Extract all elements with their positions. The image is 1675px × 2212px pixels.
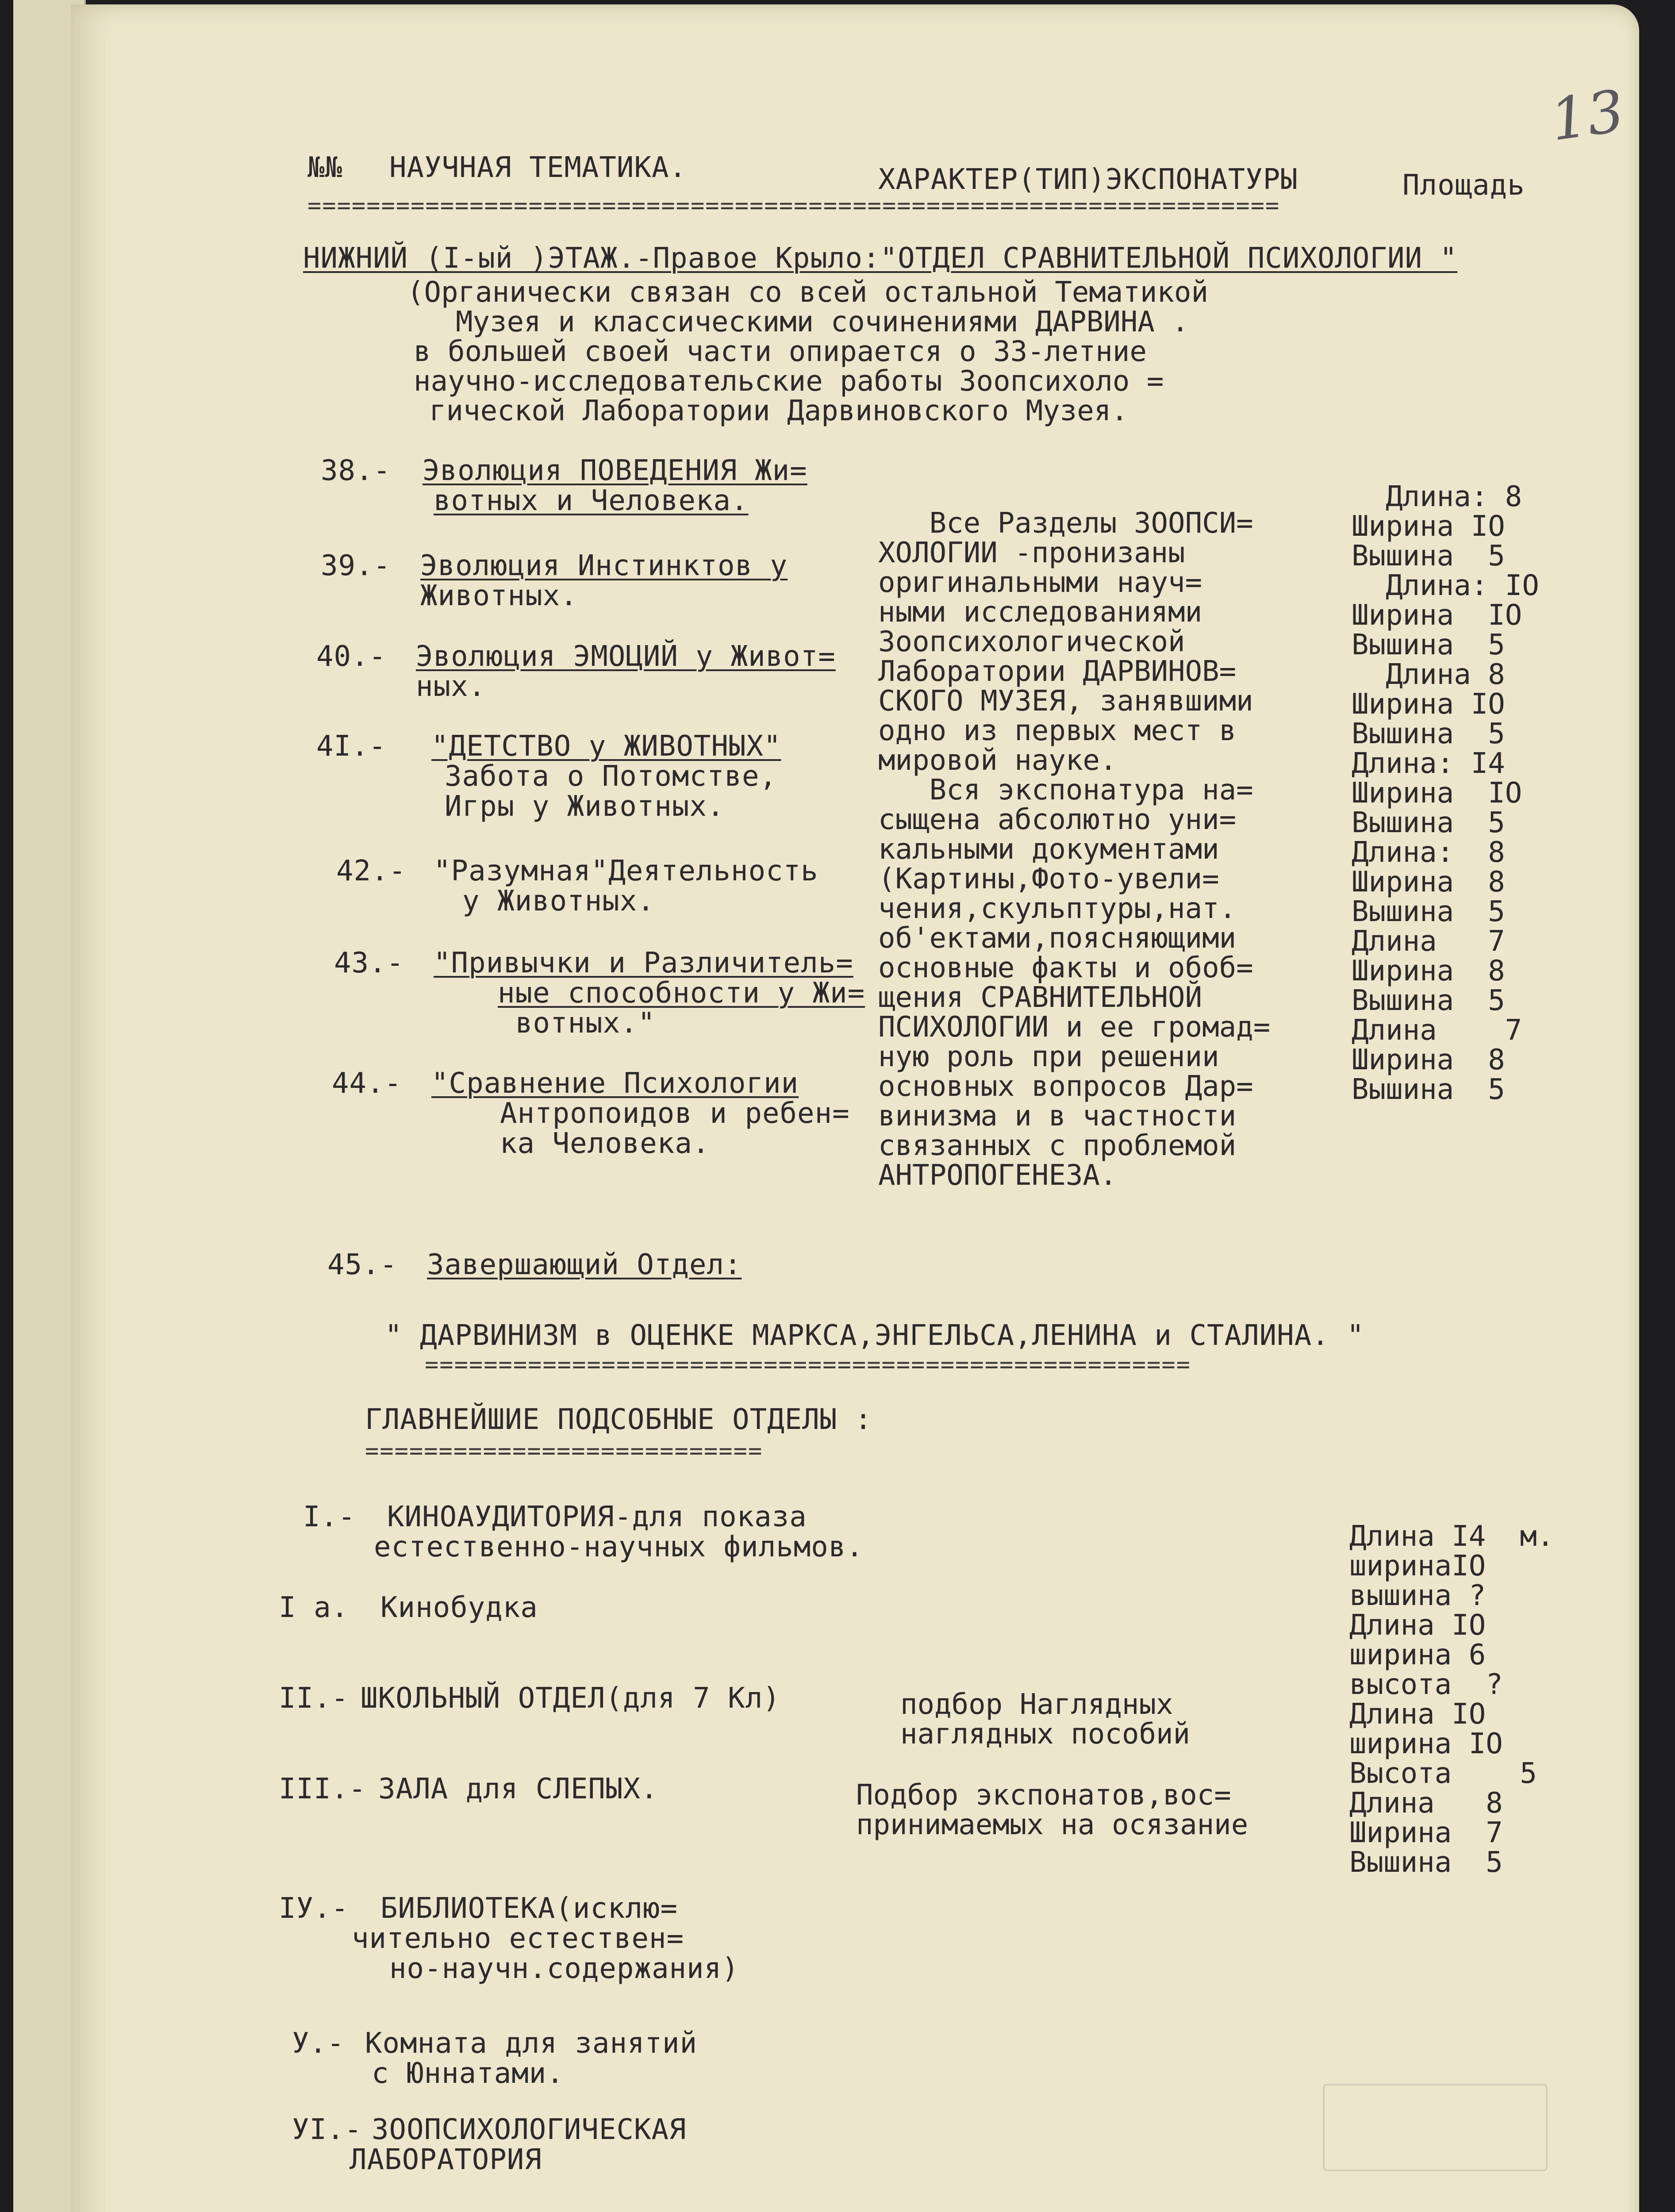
aux-line: ЗООПСИХОЛОГИЧЕСКАЯ: [372, 2113, 687, 2146]
dimension-line: Вышина 5: [1352, 540, 1505, 572]
header-col-type: ХАРАКТЕР(ТИП)ЭКСПОНАТУРЫ: [878, 163, 1298, 196]
description-line: Вся экспонатура на=: [878, 774, 1253, 806]
topic-line: Забота о Потомстве,: [445, 760, 777, 793]
dimension-line: Длина: I4: [1352, 747, 1505, 780]
topic-item: [321, 549, 788, 612]
blind-note-line: принимаемых на осязание: [856, 1809, 1249, 1841]
description-line: оригинальными науч=: [878, 566, 1202, 599]
floor-note: [407, 278, 1208, 426]
topic-number: 40.-: [316, 640, 387, 673]
description-line: (Картины,Фото-увели=: [878, 863, 1219, 895]
dimension-line: ширина IO: [1349, 1728, 1503, 1760]
description-line: ПСИХОЛОГИИ и ее громад=: [878, 1011, 1271, 1044]
topic-line: Эволюция ЭМОЦИЙ у Живот=: [416, 640, 836, 673]
topic-line: ных.: [416, 670, 486, 703]
topic-line: "ДЕТСТВО у ЖИВОТНЫХ": [431, 730, 781, 763]
description-line: Зоопсихологической: [878, 626, 1185, 658]
dimension-line: Высота 5: [1349, 1757, 1537, 1790]
dimension-line: Длина IO: [1349, 1609, 1486, 1642]
header-col-no: №№: [307, 151, 343, 184]
aux-section: [279, 1682, 780, 1717]
description-line: одно из первых мест в: [878, 714, 1237, 747]
topic-line: "Разумная"Деятельность: [434, 855, 818, 887]
description-line: Все Разделы ЗООПСИ=: [878, 507, 1253, 540]
dimension-line: Длина 7: [1352, 1014, 1522, 1047]
aux-line: ШКОЛЬНЫЙ ОТДЕЛ(для 7 Кл): [361, 1682, 780, 1715]
aux-number: I а.: [279, 1591, 349, 1624]
description-line: ХОЛОГИИ -пронизаны: [878, 537, 1185, 569]
dimension-line: Вышина 5: [1352, 806, 1505, 839]
description-line: мировой науке.: [878, 744, 1117, 777]
dimension-line: ширинаIO: [1349, 1550, 1486, 1582]
description-line: основных вопросов Дар=: [878, 1070, 1253, 1103]
floor-note-line: в большей своей части опирается о 33-летние: [414, 335, 1147, 368]
description-line: сыщена абсолютно уни=: [878, 803, 1237, 836]
dimension-line: Ширина 7: [1349, 1816, 1503, 1849]
aux-section: [279, 1892, 739, 1985]
dimension-line: Вышина 5: [1352, 629, 1505, 661]
aux-number: IУ.-: [279, 1892, 349, 1925]
school-note-line: наглядных пособий: [900, 1718, 1191, 1751]
dimension-line: Ширина IO: [1352, 599, 1522, 632]
dimension-line: высота ?: [1349, 1668, 1503, 1701]
topic-line: "Привычки и Различитель=: [434, 947, 853, 979]
dimension-line: вышина ?: [1349, 1579, 1486, 1612]
aux-number: II.-: [279, 1682, 349, 1715]
topic-number: 4I.-: [316, 730, 387, 763]
school-note: [900, 1690, 1190, 1749]
topic-item: [321, 454, 807, 517]
dimension-line: ширина 6: [1349, 1639, 1486, 1671]
aux-number: У.-: [292, 2027, 345, 2060]
dimension-line: Вышина 5: [1352, 984, 1505, 1017]
aux-section: [292, 2113, 687, 2176]
closing-quote: " ДАРВИНИЗМ в ОЦЕНКЕ МАРКСА,ЭНГЕЛЬСА,ЛЕНИНА и СТАЛИНА. ": [385, 1319, 1364, 1352]
aux-number: УI.-: [292, 2113, 362, 2146]
topic-line: Антропоидов и ребен=: [500, 1097, 850, 1130]
topic-item: [332, 1067, 850, 1160]
dimension-line: Длина: 8: [1352, 480, 1522, 513]
topic-number: 38.-: [321, 454, 391, 487]
dimension-line: Ширина IO: [1352, 510, 1505, 543]
aux-line: БИБЛИОТЕКА(исклю=: [380, 1892, 678, 1925]
aux-line: чительно естествен=: [352, 1922, 684, 1955]
topic-line: вотных и Человека.: [434, 484, 749, 517]
closing-rule: ====================================================: [425, 1352, 1191, 1378]
aux-line: но-научн.содержания): [389, 1952, 739, 1985]
dimension-line: Вышина 5: [1352, 718, 1505, 750]
description-line: винизма и в частности: [878, 1100, 1237, 1133]
aux-number: III.-: [279, 1773, 366, 1805]
topic-number: 39.-: [321, 549, 391, 582]
description-line: чения,скульптуры,нат.: [878, 892, 1237, 925]
dimension-line: Длина 8: [1352, 658, 1505, 691]
page-number: 13: [1546, 77, 1629, 154]
topic-number: 43.-: [334, 947, 404, 979]
dimension-line: Вышина 5: [1349, 1846, 1503, 1879]
aux-rule: ===========================: [365, 1438, 763, 1464]
description-line: кальными документами: [878, 833, 1219, 866]
topic-line: Игры у Животных.: [445, 790, 725, 823]
aux-line: Кинобудка: [380, 1591, 538, 1624]
school-note-line: подбор Наглядных: [900, 1688, 1173, 1721]
blind-note-line: Подбор экспонатов,вос=: [856, 1779, 1231, 1812]
dimension-line: Длина 8: [1349, 1787, 1503, 1820]
topic-line: "Сравнение Психологии: [431, 1067, 799, 1100]
floor-note-line: гической Лаборатории Дарвиновского Музея.: [429, 395, 1128, 427]
topic-line: ные способности у Жи=: [498, 977, 865, 1010]
dimensions-lower: [1349, 1522, 1554, 1878]
topic-line: Животных.: [420, 580, 578, 612]
dimension-line: Длина I4 м.: [1349, 1520, 1554, 1553]
topic-item: [316, 730, 781, 823]
exhibit-description: [878, 509, 1270, 1190]
aux-line: Комната для занятий: [365, 2027, 698, 2060]
topic-line: вотных.": [515, 1007, 656, 1040]
dimension-line: Длина IO: [1349, 1698, 1486, 1731]
floor-note-line: Музея и классическими сочинениями ДАРВИНА .: [456, 306, 1189, 338]
topic-line: Эволюция ПОВЕДЕНИЯ Жи=: [423, 454, 807, 487]
dimensions-upper: [1352, 482, 1539, 1105]
topic-line: Эволюция Инстинктов у: [420, 549, 788, 582]
description-line: ную роль при решении: [878, 1041, 1219, 1073]
aux-line: ЛАБОРАТОРИЯ: [350, 2143, 542, 2176]
dimension-line: Ширина 8: [1352, 955, 1505, 987]
dimension-line: Длина: IO: [1352, 569, 1539, 602]
aux-line: ЗАЛА для СЛЕПЫХ.: [378, 1773, 658, 1805]
dimension-line: Длина: 8: [1352, 836, 1505, 869]
description-line: щения СРАВНИТЕЛЬНОЙ: [878, 981, 1202, 1014]
dimension-line: Длина 7: [1352, 925, 1505, 958]
document-page: [71, 4, 1639, 2212]
topic-item: [316, 640, 836, 703]
aux-section: [292, 2027, 698, 2090]
dimension-line: Ширина IO: [1352, 688, 1505, 721]
header-col-topic: НАУЧНАЯ ТЕМАТИКА.: [389, 151, 687, 184]
closing-number: 45.-: [327, 1248, 398, 1281]
description-line: связанных с проблемой: [878, 1129, 1237, 1162]
dimension-line: Ширина IO: [1352, 777, 1522, 810]
description-line: СКОГО МУЗЕЯ, занявшими: [878, 685, 1253, 718]
topic-number: 44.-: [332, 1067, 402, 1100]
aux-heading: ГЛАВНЕЙШИЕ ПОДСОБНЫЕ ОТДЕЛЫ :: [365, 1403, 872, 1436]
dimension-line: Вышина 5: [1352, 1073, 1505, 1106]
aux-section: [279, 1591, 538, 1626]
aux-line: естественно-научных фильмов.: [374, 1531, 864, 1563]
aux-number: I.-: [303, 1501, 356, 1533]
header-rule: ==================================================================: [307, 192, 1280, 219]
description-line: АНТРОПОГЕНЕЗА.: [878, 1159, 1117, 1192]
topic-number: 42.-: [336, 855, 407, 887]
topic-item: [336, 855, 818, 918]
aux-section: [303, 1501, 864, 1563]
floor-heading: НИЖНИЙ (I-ый )ЭТАЖ.-Правое Крыло:"ОТДЕЛ СРАВНИТЕЛЬНОЙ ПСИХОЛОГИИ ": [303, 242, 1458, 275]
faint-stamp: [1323, 2084, 1548, 2171]
blind-note: [856, 1781, 1248, 1840]
description-line: Лаборатории ДАРВИНОВ=: [878, 655, 1237, 688]
aux-section: [279, 1773, 658, 1808]
description-line: ными исследованиями: [878, 596, 1202, 629]
description-line: об'ектами,поясняющими: [878, 922, 1237, 955]
aux-line: КИНОАУДИТОРИЯ-для показа: [387, 1501, 807, 1533]
topic-item: [334, 947, 865, 1040]
topic-line: у Животных.: [462, 885, 655, 918]
closing-title: Завершающий Отдел:: [427, 1248, 742, 1281]
topic-line: ка Человека.: [500, 1127, 710, 1160]
dimension-line: Вышина 5: [1352, 895, 1505, 928]
description-line: основные факты и обоб=: [878, 952, 1253, 984]
aux-line: с Юннатами.: [372, 2057, 564, 2090]
dimension-line: Ширина 8: [1352, 1044, 1505, 1076]
floor-note-line: научно-исследовательские работы Зоопсихоло =: [414, 365, 1164, 398]
header-col-area: Площадь: [1402, 169, 1525, 202]
dimension-line: Ширина 8: [1352, 866, 1505, 899]
floor-note-line: (Органически связан со всей остальной Тематикой: [407, 276, 1208, 309]
